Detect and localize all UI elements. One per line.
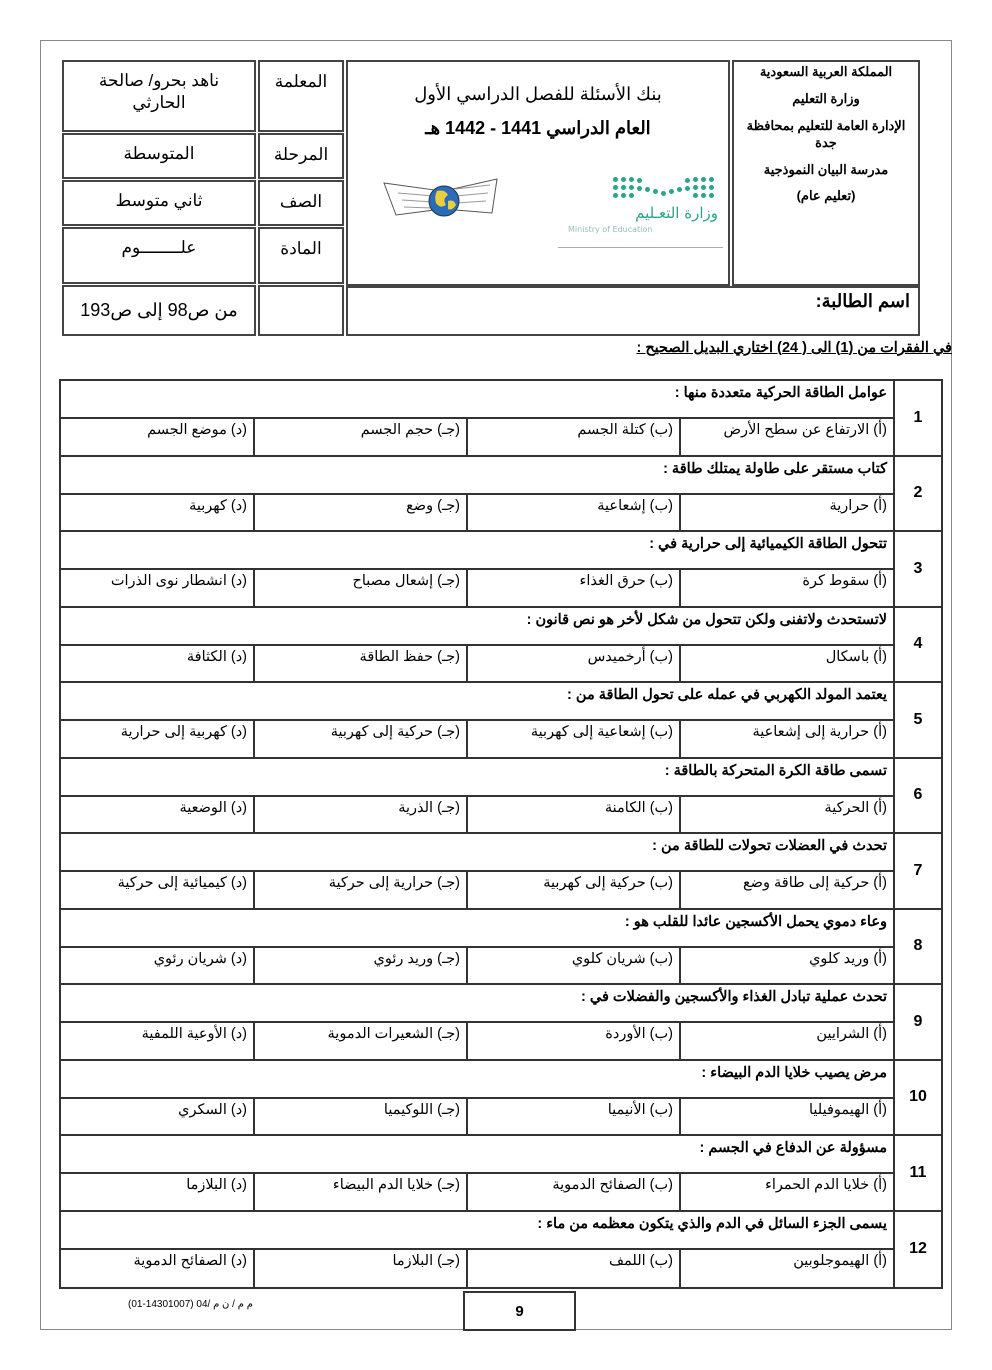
pages-range-value: من ص98 إلى ص193 <box>62 285 256 336</box>
answer-option[interactable]: (ب) شريان كلوي <box>466 948 679 984</box>
answer-option[interactable]: (د) كيميائية إلى حركية <box>117 875 247 891</box>
stage-label: المرحلة <box>258 133 344 179</box>
answer-option[interactable]: (د) شريان رئوي <box>153 950 247 967</box>
question-row <box>61 1136 941 1212</box>
options-row <box>61 495 893 531</box>
page-number: 9 <box>463 1291 576 1331</box>
moe-logo-arabic: وزارة التعـليم <box>635 204 718 222</box>
question-number: 4 <box>893 608 941 682</box>
options-row <box>61 872 893 908</box>
answer-option[interactable]: (ب) حركية إلى كهربية <box>466 872 679 908</box>
question-row <box>61 532 941 608</box>
ministry-line: وزارة التعليم <box>792 90 860 106</box>
question-number: 12 <box>893 1212 941 1288</box>
subject-label: المادة <box>258 227 344 284</box>
question-number: 3 <box>893 532 941 606</box>
question-number: 11 <box>893 1136 941 1210</box>
answer-option[interactable]: (ب) الصفائح الدموية <box>466 1174 679 1210</box>
ministry-of-education-logo <box>558 177 728 251</box>
answer-option[interactable]: (د) موضع الجسم <box>147 422 247 438</box>
question-row <box>61 759 941 835</box>
stage-value: المتوسطة <box>62 133 256 179</box>
options-row <box>61 948 893 984</box>
footer-code: (01-14301007) 04/ م م / ن م <box>128 1299 253 1310</box>
answer-option[interactable]: (جـ) اللوكيميا <box>253 1099 466 1135</box>
answer-option[interactable]: (جـ) وريد رئوي <box>253 948 466 984</box>
questions-table <box>59 379 943 1289</box>
answer-option[interactable]: (أ) حرارية <box>679 495 893 531</box>
student-name-label: اسم الطالبة: <box>815 291 910 311</box>
subject-value: علــــــــوم <box>62 227 256 284</box>
answer-option[interactable]: (أ) باسكال <box>679 646 893 682</box>
question-text: مسؤولة عن الدفاع في الجسم : <box>61 1136 893 1174</box>
empty-label <box>258 285 344 336</box>
question-text: يعتمد المولد الكهربي في عمله على تحول الطاقة من : <box>61 683 893 721</box>
question-text: تحدث عملية تبادل الغذاء والأكسجين والفضلات في : <box>61 985 893 1023</box>
question-number: 10 <box>893 1061 941 1135</box>
answer-option[interactable]: (د) السكري <box>178 1101 247 1118</box>
question-row <box>61 834 941 910</box>
question-number: 5 <box>893 683 941 757</box>
answer-option[interactable]: (د) الأوعية اللمفية <box>141 1026 247 1042</box>
academic-year: العام الدراسي 1441 - 1442 هـ <box>425 118 651 138</box>
grade-value: ثاني متوسط <box>62 180 256 226</box>
question-number: 6 <box>893 759 941 833</box>
answer-option[interactable]: (ب) أرخميدس <box>466 646 679 682</box>
answer-option[interactable]: (د) الكثافة <box>186 648 247 665</box>
answer-option[interactable]: (أ) الهيموفيليا <box>679 1099 893 1135</box>
ministry-block <box>732 60 920 286</box>
answer-option[interactable]: (أ) وريد كلوي <box>679 948 893 984</box>
question-row <box>61 910 941 986</box>
ministry-line: (تعليم عام) <box>796 188 856 204</box>
options-row <box>61 570 893 606</box>
question-text: وعاء دموي يحمل الأكسجين عائدا للقلب هو : <box>61 910 893 948</box>
question-number: 1 <box>893 381 941 455</box>
question-row <box>61 381 941 457</box>
answer-option[interactable]: (ب) الكامنة <box>466 797 679 833</box>
question-number: 7 <box>893 834 941 908</box>
question-text: تحدث في العضلات تحولات للطاقة من : <box>61 834 893 872</box>
answer-option[interactable]: (أ) الهيموجلوبين <box>679 1250 893 1288</box>
answer-option[interactable]: (ب) حرق الغذاء <box>466 570 679 606</box>
question-text: يسمى الجزء السائل في الدم والذي يتكون معظمه من ماء : <box>61 1212 893 1250</box>
answer-option[interactable]: (أ) الشرايين <box>679 1023 893 1059</box>
question-text: لاتستحدث ولاتفنى ولكن تتحول من شكل لأخر هو نص قانون : <box>61 608 893 646</box>
options-row <box>61 646 893 682</box>
ministry-line: مدرسة البيان النموذجية <box>763 161 889 177</box>
question-text: مرض يصيب خلايا الدم البيضاء : <box>61 1061 893 1099</box>
question-number: 8 <box>893 910 941 984</box>
answer-option[interactable]: (جـ) خلايا الدم البيضاء <box>253 1174 466 1210</box>
question-text: كتاب مستقر على طاولة يمتلك طاقة : <box>61 457 893 495</box>
answer-option[interactable]: (أ) الارتفاع عن سطح الأرض <box>679 419 893 455</box>
question-text: تتحول الطاقة الكيميائية إلى حرارية في : <box>61 532 893 570</box>
options-row <box>61 1099 893 1135</box>
answer-option[interactable]: (جـ) الذرية <box>253 797 466 833</box>
options-row <box>61 419 893 455</box>
answer-option[interactable]: (أ) خلايا الدم الحمراء <box>679 1174 893 1210</box>
options-row <box>61 1174 893 1210</box>
center-block <box>346 60 730 286</box>
answer-option[interactable]: (ب) الأوردة <box>466 1023 679 1059</box>
answer-option[interactable]: (ب) إشعاعية <box>466 495 679 531</box>
instructions: في الفقرات من (1) الى ( 24) اختاري البديل الصحيح : <box>636 340 952 356</box>
question-number: 2 <box>893 457 941 531</box>
teacher-value: ناهد بحرو/ صالحة الحارثي <box>62 60 256 132</box>
answer-option[interactable]: (أ) حرارية إلى إشعاعية <box>679 721 893 757</box>
answer-option[interactable]: (جـ) حركية إلى كهربية <box>253 721 466 757</box>
options-row <box>61 1023 893 1059</box>
answer-option[interactable]: (جـ) البلازما <box>253 1250 466 1288</box>
answer-option[interactable]: (د) الوضعية <box>179 799 247 816</box>
answer-option[interactable]: (جـ) حجم الجسم <box>253 419 466 455</box>
question-row <box>61 1212 941 1288</box>
answer-option[interactable]: (د) البلازما <box>186 1177 247 1193</box>
question-text: تسمى طاقة الكرة المتحركة بالطاقة : <box>61 759 893 797</box>
answer-option[interactable]: (ب) الأنيميا <box>466 1099 679 1135</box>
answer-option[interactable]: (جـ) الشعيرات الدموية <box>253 1023 466 1059</box>
options-row <box>61 1250 893 1288</box>
question-row <box>61 457 941 533</box>
answer-option[interactable]: (د) انشطار نوى الذرات <box>110 573 247 589</box>
question-row <box>61 608 941 684</box>
answer-option[interactable]: (جـ) حفظ الطاقة <box>253 646 466 682</box>
answer-option[interactable]: (ب) إشعاعية إلى كهربية <box>466 721 679 757</box>
question-text: عوامل الطاقة الحركية متعددة منها : <box>61 381 893 419</box>
answer-option[interactable]: (أ) الحركية <box>679 797 893 833</box>
ministry-line: المملكة العربية السعودية <box>759 64 893 79</box>
ministry-line: الإدارة العامة للتعليم بمحافظة جدة <box>746 117 906 150</box>
logo-dots-icon <box>613 177 723 199</box>
bank-title: بنك الأسئلة للفصل الدراسي الأول <box>414 84 662 104</box>
question-row <box>61 683 941 759</box>
answer-option[interactable]: (د) كهربية إلى حرارية <box>120 724 247 740</box>
student-name-field[interactable] <box>346 286 920 336</box>
answer-option[interactable]: (د) كهربية <box>189 497 247 514</box>
moe-logo-english: Ministry of Education <box>568 225 653 234</box>
answer-option[interactable]: (أ) سقوط كرة <box>679 570 893 606</box>
options-row <box>61 721 893 757</box>
globe-logo-icon <box>382 177 500 221</box>
answer-option[interactable]: (د) الصفائح الدموية <box>133 1252 247 1269</box>
answer-option[interactable]: (أ) حركية إلى طاقة وضع <box>679 872 893 908</box>
question-row <box>61 985 941 1061</box>
grade-label: الصف <box>258 180 344 226</box>
answer-option[interactable]: (جـ) إشعال مصباح <box>253 570 466 606</box>
logo-divider <box>558 247 723 248</box>
answer-option[interactable]: (ب) كتلة الجسم <box>466 419 679 455</box>
answer-option[interactable]: (ب) اللمف <box>466 1250 679 1288</box>
options-row <box>61 797 893 833</box>
answer-option[interactable]: (جـ) وضع <box>253 495 466 531</box>
teacher-label: المعلمة <box>258 60 344 132</box>
answer-option[interactable]: (جـ) حرارية إلى حركية <box>253 872 466 908</box>
question-number: 9 <box>893 985 941 1059</box>
question-row <box>61 1061 941 1137</box>
